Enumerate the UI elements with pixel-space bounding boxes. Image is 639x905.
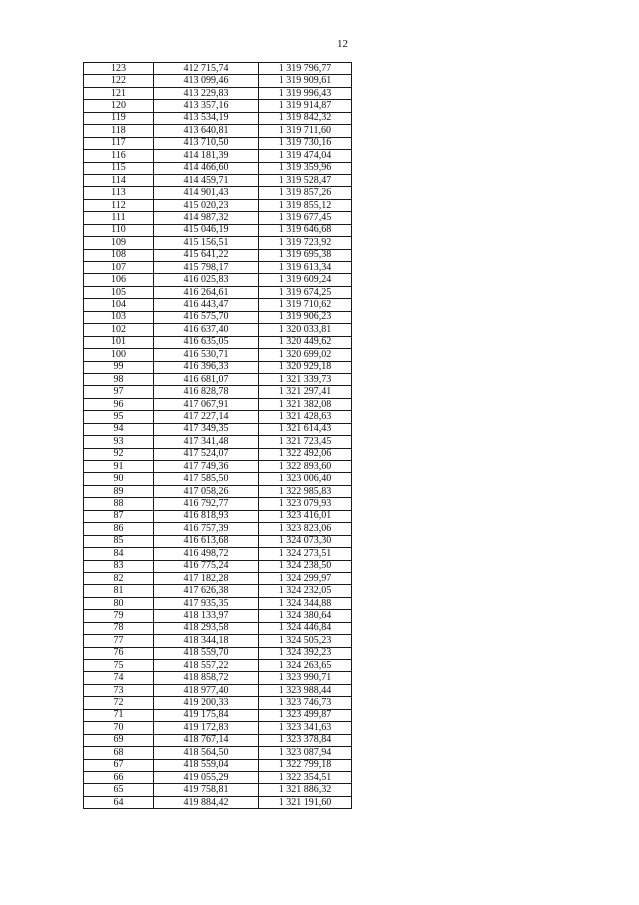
x-coordinate-cell: 416 498,72: [154, 548, 259, 560]
point-number-cell: 114: [84, 174, 154, 186]
y-coordinate-cell: 1 324 446,84: [259, 622, 352, 634]
table-row: [84, 137, 352, 149]
table-row: [84, 585, 352, 597]
point-number-cell: 121: [84, 87, 154, 99]
page-number: 12: [337, 38, 348, 50]
y-coordinate-cell: 1 321 191,60: [259, 796, 352, 808]
y-coordinate-cell: 1 324 273,51: [259, 548, 352, 560]
x-coordinate-cell: 417 341,48: [154, 436, 259, 448]
point-number-cell: 106: [84, 274, 154, 286]
y-coordinate-cell: 1 324 344,88: [259, 597, 352, 609]
point-number-cell: 85: [84, 535, 154, 547]
y-coordinate-cell: 1 323 006,40: [259, 473, 352, 485]
table-row: [84, 187, 352, 199]
y-coordinate-cell: 1 319 796,77: [259, 63, 352, 75]
point-number-cell: 91: [84, 461, 154, 473]
table-row: [84, 75, 352, 87]
point-number-cell: 67: [84, 759, 154, 771]
point-number-cell: 72: [84, 697, 154, 709]
table-row: [84, 237, 352, 249]
point-number-cell: 74: [84, 672, 154, 684]
table-row: [84, 747, 352, 759]
y-coordinate-cell: 1 323 079,93: [259, 498, 352, 510]
y-coordinate-cell: 1 319 528,47: [259, 174, 352, 186]
x-coordinate-cell: 418 977,40: [154, 684, 259, 696]
table-row: [84, 535, 352, 547]
y-coordinate-cell: 1 321 382,08: [259, 398, 352, 410]
point-number-cell: 107: [84, 262, 154, 274]
y-coordinate-cell: 1 321 339,73: [259, 373, 352, 385]
point-number-cell: 81: [84, 585, 154, 597]
point-number-cell: 80: [84, 597, 154, 609]
point-number-cell: 70: [84, 722, 154, 734]
y-coordinate-cell: 1 323 823,06: [259, 523, 352, 535]
table-row: [84, 734, 352, 746]
point-number-cell: 115: [84, 162, 154, 174]
x-coordinate-cell: 418 133,97: [154, 610, 259, 622]
y-coordinate-cell: 1 324 238,50: [259, 560, 352, 572]
table-row: [84, 672, 352, 684]
y-coordinate-cell: 1 323 416,01: [259, 510, 352, 522]
point-number-cell: 118: [84, 125, 154, 137]
table-row: [84, 349, 352, 361]
point-number-cell: 65: [84, 784, 154, 796]
x-coordinate-cell: 418 293,58: [154, 622, 259, 634]
table-row: [84, 112, 352, 124]
point-number-cell: 112: [84, 199, 154, 211]
table-row: [84, 448, 352, 460]
point-number-cell: 88: [84, 498, 154, 510]
x-coordinate-cell: 416 443,47: [154, 299, 259, 311]
table-row: [84, 473, 352, 485]
x-coordinate-cell: 416 396,33: [154, 361, 259, 373]
y-coordinate-cell: 1 322 492,06: [259, 448, 352, 460]
table-row: [84, 610, 352, 622]
point-number-cell: 103: [84, 311, 154, 323]
y-coordinate-cell: 1 324 380,64: [259, 610, 352, 622]
x-coordinate-cell: 414 466,60: [154, 162, 259, 174]
table-row: [84, 199, 352, 211]
point-number-cell: 104: [84, 299, 154, 311]
x-coordinate-cell: 415 798,17: [154, 262, 259, 274]
x-coordinate-cell: 415 046,19: [154, 224, 259, 236]
x-coordinate-cell: 419 884,42: [154, 796, 259, 808]
y-coordinate-cell: 1 319 609,24: [259, 274, 352, 286]
table-row: [84, 63, 352, 75]
table-row: [84, 771, 352, 783]
y-coordinate-cell: 1 324 232,05: [259, 585, 352, 597]
y-coordinate-cell: 1 324 392,23: [259, 647, 352, 659]
point-number-cell: 69: [84, 734, 154, 746]
y-coordinate-cell: 1 319 710,62: [259, 299, 352, 311]
table-row: [84, 249, 352, 261]
y-coordinate-cell: 1 320 699,02: [259, 349, 352, 361]
table-row: [84, 373, 352, 385]
table-row: [84, 622, 352, 634]
y-coordinate-cell: 1 319 359,96: [259, 162, 352, 174]
table-row: [84, 597, 352, 609]
point-number-cell: 98: [84, 373, 154, 385]
table-row: [84, 461, 352, 473]
point-number-cell: 111: [84, 212, 154, 224]
y-coordinate-cell: 1 319 857,26: [259, 187, 352, 199]
x-coordinate-cell: 413 640,81: [154, 125, 259, 137]
point-number-cell: 122: [84, 75, 154, 87]
x-coordinate-cell: 416 775,24: [154, 560, 259, 572]
x-coordinate-cell: 416 530,71: [154, 349, 259, 361]
x-coordinate-cell: 416 757,39: [154, 523, 259, 535]
x-coordinate-cell: 417 182,28: [154, 572, 259, 584]
x-coordinate-cell: 418 767,14: [154, 734, 259, 746]
point-number-cell: 71: [84, 709, 154, 721]
coordinates-table-body: [84, 63, 352, 809]
x-coordinate-cell: 413 534,19: [154, 112, 259, 124]
table-row: [84, 423, 352, 435]
x-coordinate-cell: 416 264,61: [154, 286, 259, 298]
x-coordinate-cell: 412 715,74: [154, 63, 259, 75]
point-number-cell: 96: [84, 398, 154, 410]
y-coordinate-cell: 1 323 499,87: [259, 709, 352, 721]
x-coordinate-cell: 416 025,83: [154, 274, 259, 286]
table-row: [84, 498, 352, 510]
table-row: [84, 386, 352, 398]
point-number-cell: 84: [84, 548, 154, 560]
x-coordinate-cell: 415 020,23: [154, 199, 259, 211]
x-coordinate-cell: 414 459,71: [154, 174, 259, 186]
point-number-cell: 64: [84, 796, 154, 808]
x-coordinate-cell: 418 858,72: [154, 672, 259, 684]
y-coordinate-cell: 1 319 474,04: [259, 150, 352, 162]
point-number-cell: 82: [84, 572, 154, 584]
table-row: [84, 548, 352, 560]
table-row: [84, 784, 352, 796]
x-coordinate-cell: 419 200,33: [154, 697, 259, 709]
table-row: [84, 523, 352, 535]
table-row: [84, 635, 352, 647]
x-coordinate-cell: 415 641,22: [154, 249, 259, 261]
table-row: [84, 697, 352, 709]
table-row: [84, 361, 352, 373]
table-row: [84, 224, 352, 236]
x-coordinate-cell: 417 227,14: [154, 411, 259, 423]
y-coordinate-cell: 1 321 297,41: [259, 386, 352, 398]
table-row: [84, 647, 352, 659]
x-coordinate-cell: 417 626,38: [154, 585, 259, 597]
table-row: [84, 174, 352, 186]
point-number-cell: 92: [84, 448, 154, 460]
table-row: [84, 660, 352, 672]
table-row: [84, 262, 352, 274]
point-number-cell: 108: [84, 249, 154, 261]
x-coordinate-cell: 417 349,35: [154, 423, 259, 435]
point-number-cell: 101: [84, 336, 154, 348]
y-coordinate-cell: 1 320 929,18: [259, 361, 352, 373]
x-coordinate-cell: 417 749,36: [154, 461, 259, 473]
point-number-cell: 102: [84, 324, 154, 336]
coordinates-table: [83, 62, 352, 809]
y-coordinate-cell: 1 319 646,68: [259, 224, 352, 236]
point-number-cell: 68: [84, 747, 154, 759]
table-row: [84, 212, 352, 224]
point-number-cell: 123: [84, 63, 154, 75]
table-row: [84, 560, 352, 572]
y-coordinate-cell: 1 319 674,25: [259, 286, 352, 298]
table-row: [84, 572, 352, 584]
x-coordinate-cell: 413 099,46: [154, 75, 259, 87]
table-row: [84, 709, 352, 721]
point-number-cell: 119: [84, 112, 154, 124]
x-coordinate-cell: 414 181,39: [154, 150, 259, 162]
table-row: [84, 324, 352, 336]
x-coordinate-cell: 414 901,43: [154, 187, 259, 199]
table-row: [84, 436, 352, 448]
point-number-cell: 83: [84, 560, 154, 572]
y-coordinate-cell: 1 320 033,81: [259, 324, 352, 336]
x-coordinate-cell: 417 585,50: [154, 473, 259, 485]
y-coordinate-cell: 1 319 677,45: [259, 212, 352, 224]
y-coordinate-cell: 1 323 378,84: [259, 734, 352, 746]
point-number-cell: 87: [84, 510, 154, 522]
y-coordinate-cell: 1 324 263,65: [259, 660, 352, 672]
y-coordinate-cell: 1 319 613,34: [259, 262, 352, 274]
x-coordinate-cell: 418 559,04: [154, 759, 259, 771]
y-coordinate-cell: 1 319 723,92: [259, 237, 352, 249]
point-number-cell: 78: [84, 622, 154, 634]
point-number-cell: 105: [84, 286, 154, 298]
table-row: [84, 398, 352, 410]
x-coordinate-cell: 419 758,81: [154, 784, 259, 796]
y-coordinate-cell: 1 321 886,32: [259, 784, 352, 796]
y-coordinate-cell: 1 321 614,43: [259, 423, 352, 435]
table-row: [84, 299, 352, 311]
x-coordinate-cell: 416 828,78: [154, 386, 259, 398]
x-coordinate-cell: 417 067,91: [154, 398, 259, 410]
y-coordinate-cell: 1 322 354,51: [259, 771, 352, 783]
table-row: [84, 796, 352, 808]
x-coordinate-cell: 416 637,40: [154, 324, 259, 336]
point-number-cell: 117: [84, 137, 154, 149]
table-row: [84, 311, 352, 323]
point-number-cell: 99: [84, 361, 154, 373]
table-row: [84, 759, 352, 771]
point-number-cell: 97: [84, 386, 154, 398]
point-number-cell: 113: [84, 187, 154, 199]
point-number-cell: 120: [84, 100, 154, 112]
y-coordinate-cell: 1 323 988,44: [259, 684, 352, 696]
y-coordinate-cell: 1 324 299,97: [259, 572, 352, 584]
y-coordinate-cell: 1 321 723,45: [259, 436, 352, 448]
table-row: [84, 485, 352, 497]
y-coordinate-cell: 1 319 855,12: [259, 199, 352, 211]
y-coordinate-cell: 1 321 428,63: [259, 411, 352, 423]
y-coordinate-cell: 1 320 449,62: [259, 336, 352, 348]
table-row: [84, 87, 352, 99]
x-coordinate-cell: 416 818,93: [154, 510, 259, 522]
x-coordinate-cell: 417 935,35: [154, 597, 259, 609]
y-coordinate-cell: 1 322 985,83: [259, 485, 352, 497]
x-coordinate-cell: 415 156,51: [154, 237, 259, 249]
table-row: [84, 274, 352, 286]
table-row: [84, 684, 352, 696]
x-coordinate-cell: 418 557,22: [154, 660, 259, 672]
point-number-cell: 100: [84, 349, 154, 361]
point-number-cell: 109: [84, 237, 154, 249]
table-row: [84, 150, 352, 162]
y-coordinate-cell: 1 319 842,32: [259, 112, 352, 124]
x-coordinate-cell: 418 559,70: [154, 647, 259, 659]
x-coordinate-cell: 418 344,18: [154, 635, 259, 647]
table-row: [84, 411, 352, 423]
point-number-cell: 89: [84, 485, 154, 497]
y-coordinate-cell: 1 323 746,73: [259, 697, 352, 709]
point-number-cell: 66: [84, 771, 154, 783]
point-number-cell: 77: [84, 635, 154, 647]
x-coordinate-cell: 413 229,83: [154, 87, 259, 99]
x-coordinate-cell: 418 564,50: [154, 747, 259, 759]
y-coordinate-cell: 1 319 711,60: [259, 125, 352, 137]
y-coordinate-cell: 1 322 893,60: [259, 461, 352, 473]
point-number-cell: 90: [84, 473, 154, 485]
point-number-cell: 93: [84, 436, 154, 448]
x-coordinate-cell: 417 524,07: [154, 448, 259, 460]
y-coordinate-cell: 1 319 730,16: [259, 137, 352, 149]
y-coordinate-cell: 1 323 990,71: [259, 672, 352, 684]
point-number-cell: 116: [84, 150, 154, 162]
point-number-cell: 94: [84, 423, 154, 435]
x-coordinate-cell: 416 681,07: [154, 373, 259, 385]
y-coordinate-cell: 1 324 505,23: [259, 635, 352, 647]
point-number-cell: 95: [84, 411, 154, 423]
y-coordinate-cell: 1 324 073,30: [259, 535, 352, 547]
y-coordinate-cell: 1 319 914,87: [259, 100, 352, 112]
x-coordinate-cell: 413 710,50: [154, 137, 259, 149]
table-row: [84, 286, 352, 298]
x-coordinate-cell: 414 987,32: [154, 212, 259, 224]
y-coordinate-cell: 1 323 087,94: [259, 747, 352, 759]
table-row: [84, 336, 352, 348]
point-number-cell: 75: [84, 660, 154, 672]
y-coordinate-cell: 1 319 909,61: [259, 75, 352, 87]
point-number-cell: 110: [84, 224, 154, 236]
x-coordinate-cell: 416 613,68: [154, 535, 259, 547]
y-coordinate-cell: 1 319 906,23: [259, 311, 352, 323]
point-number-cell: 76: [84, 647, 154, 659]
table-row: [84, 125, 352, 137]
point-number-cell: 86: [84, 523, 154, 535]
table-row: [84, 510, 352, 522]
x-coordinate-cell: 419 055,29: [154, 771, 259, 783]
y-coordinate-cell: 1 319 996,43: [259, 87, 352, 99]
table-row: [84, 162, 352, 174]
point-number-cell: 79: [84, 610, 154, 622]
y-coordinate-cell: 1 319 695,38: [259, 249, 352, 261]
x-coordinate-cell: 416 575,70: [154, 311, 259, 323]
y-coordinate-cell: 1 322 799,18: [259, 759, 352, 771]
x-coordinate-cell: 417 058,26: [154, 485, 259, 497]
x-coordinate-cell: 419 172,83: [154, 722, 259, 734]
x-coordinate-cell: 413 357,16: [154, 100, 259, 112]
y-coordinate-cell: 1 323 341,63: [259, 722, 352, 734]
x-coordinate-cell: 416 635,05: [154, 336, 259, 348]
table-row: [84, 100, 352, 112]
table-row: [84, 722, 352, 734]
x-coordinate-cell: 416 792,77: [154, 498, 259, 510]
point-number-cell: 73: [84, 684, 154, 696]
x-coordinate-cell: 419 175,84: [154, 709, 259, 721]
